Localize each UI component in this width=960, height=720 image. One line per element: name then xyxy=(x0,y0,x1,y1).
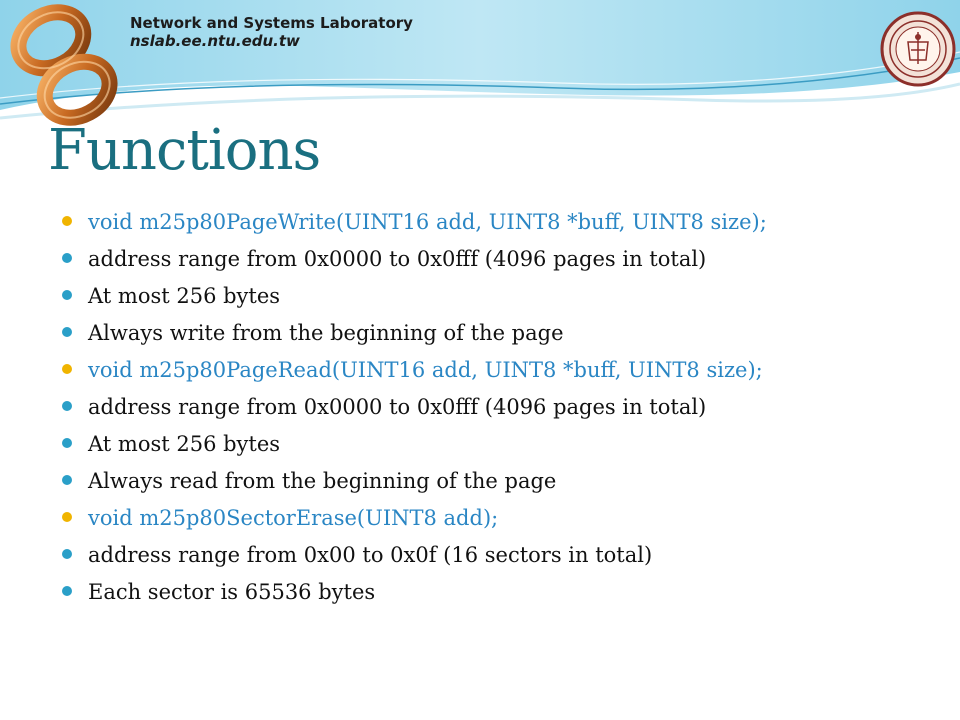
bullet-dot-icon xyxy=(62,549,72,559)
university-seal-icon xyxy=(878,2,958,96)
bullet-item xyxy=(60,356,940,384)
bullet-item xyxy=(60,282,940,310)
bullet-text: address range from 0x00 to 0x0f (16 sectors in total) xyxy=(88,543,653,567)
lab-url: nslab.ee.ntu.edu.tw xyxy=(130,32,300,50)
infinity-8-logo-icon xyxy=(8,4,120,126)
bullet-dot-icon xyxy=(62,401,72,411)
bullet-dot-icon xyxy=(62,586,72,596)
bullet-dot-icon xyxy=(62,475,72,485)
bullet-dot-icon xyxy=(62,216,72,226)
bullet-text: Always read from the beginning of the page xyxy=(88,469,557,493)
bullet-item xyxy=(60,504,940,532)
lab-name: Network and Systems Laboratory xyxy=(130,14,413,32)
bullet-list xyxy=(60,208,940,615)
bullet-text: address range from 0x0000 to 0x0fff (4096 pages in total) xyxy=(88,395,707,419)
bullet-text: address range from 0x0000 to 0x0fff (4096 pages in total) xyxy=(88,247,707,271)
bullet-text: void m25p80SectorErase(UINT8 add); xyxy=(88,506,499,530)
bullet-text: At most 256 bytes xyxy=(88,432,281,456)
slide-title: Functions xyxy=(48,118,321,183)
bullet-text: Each sector is 65536 bytes xyxy=(88,580,376,604)
bullet-dot-icon xyxy=(62,290,72,300)
bullet-item xyxy=(60,541,940,569)
bullet-dot-icon xyxy=(62,364,72,374)
bullet-text: At most 256 bytes xyxy=(88,284,281,308)
bullet-item xyxy=(60,208,940,236)
bullet-item xyxy=(60,319,940,347)
bullet-text: void m25p80PageRead(UINT16 add, UINT8 *buff, UINT8 size); xyxy=(88,358,763,382)
bullet-item xyxy=(60,578,940,606)
bullet-text: Always write from the beginning of the page xyxy=(88,321,564,345)
bullet-item xyxy=(60,245,940,273)
bullet-text: void m25p80PageWrite(UINT16 add, UINT8 *buff, UINT8 size); xyxy=(88,210,767,234)
bullet-item xyxy=(60,467,940,495)
bullet-dot-icon xyxy=(62,253,72,263)
bullet-dot-icon xyxy=(62,438,72,448)
bullet-dot-icon xyxy=(62,512,72,522)
bullet-item xyxy=(60,393,940,421)
bullet-item xyxy=(60,430,940,458)
bullet-dot-icon xyxy=(62,327,72,337)
